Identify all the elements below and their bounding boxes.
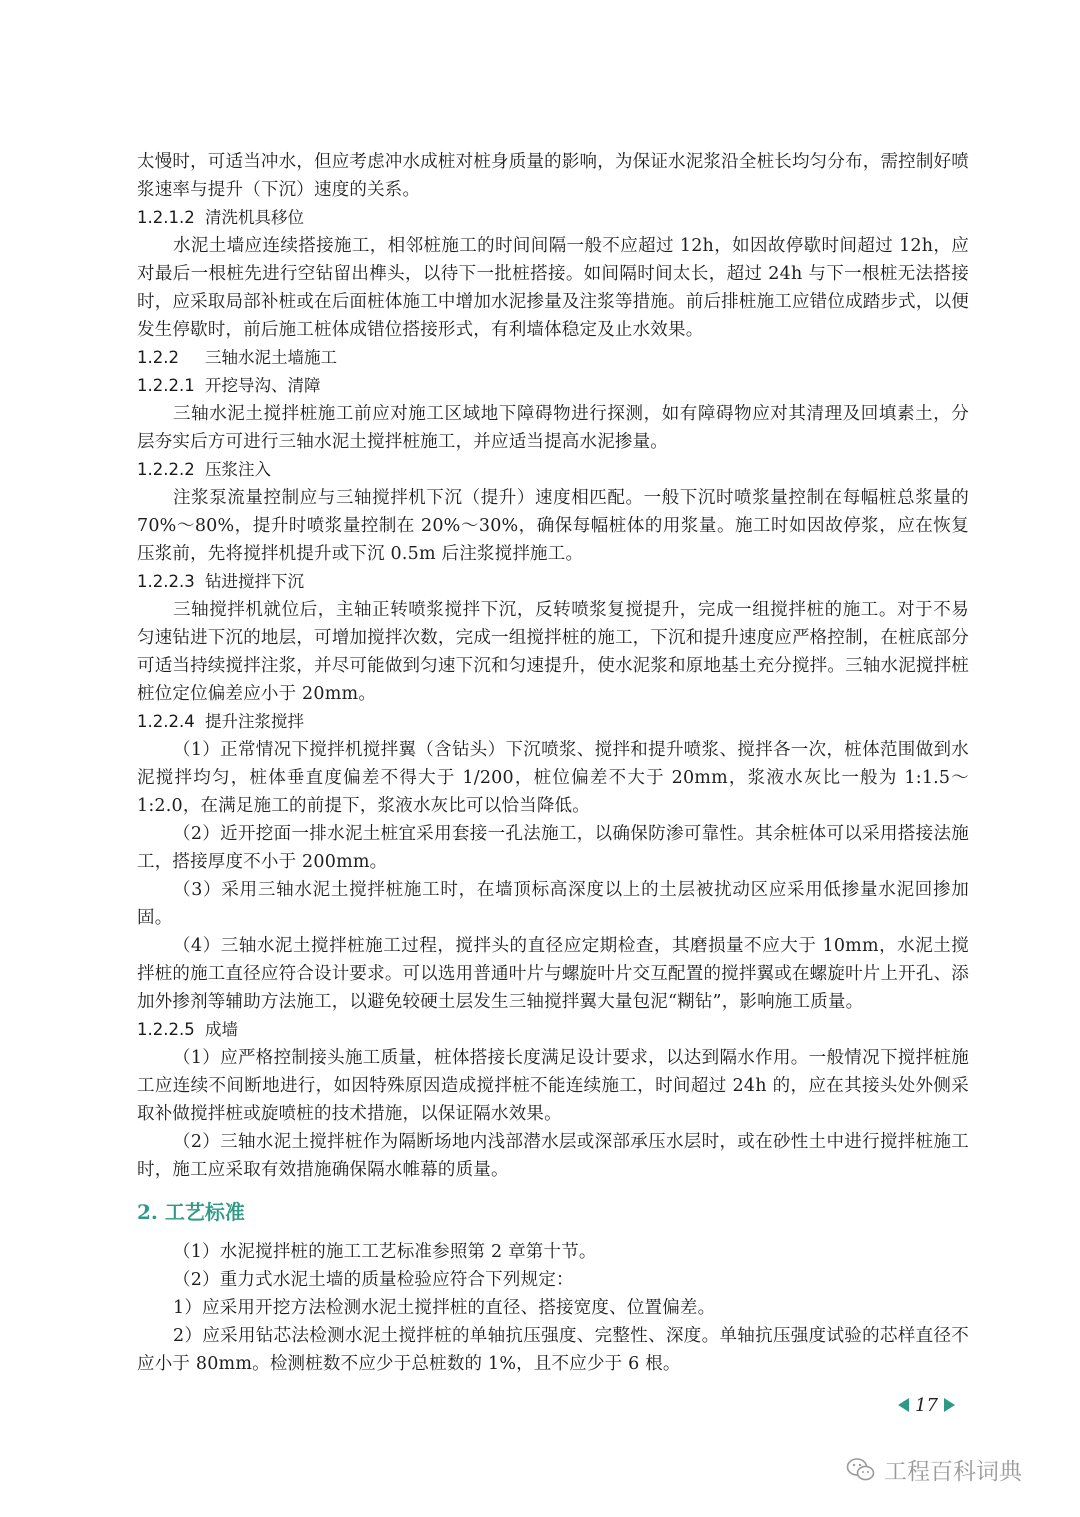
section-number: 1.2.2 <box>137 348 179 367</box>
section-heading <box>137 1016 969 1044</box>
watermark-text: 工程百科词典 <box>884 1459 1022 1485</box>
section-heading <box>137 568 969 596</box>
paragraph: 注浆泵流量控制应与三轴搅拌机下沉（提升）速度相匹配。一般下沉时喷浆量控制在每幅桩总浆量的 70%～80%，提升时喷浆量控制在 20%～30%，确保每幅桩体的用浆量。施工时如因故停浆，应在恢复压浆前，先将搅拌机提升或下沉 0.5m 后注浆搅拌施工。 <box>137 488 969 564</box>
paragraph: （3）采用三轴水泥土搅拌桩施工时，在墙顶标高深度以上的土层被扰动区应采用低掺量水泥回掺加固。 <box>137 880 969 928</box>
paragraph: （2）重力式水泥土墙的质量检验应符合下列规定： <box>173 1270 574 1290</box>
next-page-icon[interactable] <box>944 1398 955 1412</box>
section-title: 提升注浆搅拌 <box>205 712 304 731</box>
section-heading <box>137 708 969 736</box>
section-number: 1.2.2.2 <box>137 460 195 479</box>
section-title: 钻进搅拌下沉 <box>205 572 304 591</box>
section-number: 1.2.2.4 <box>137 712 195 731</box>
page-content <box>137 148 969 1378</box>
paragraph: （1）应严格控制接头施工质量，桩体搭接长度满足设计要求，以达到隔水作用。一般情况下搅拌桩施工应连续不间断地进行，如因特殊原因造成搅拌桩不能连续施工，时间超过 24h 的，应在其接头处外侧采取补做搅拌桩或旋喷桩的技术措施，以保证隔水效果。 <box>137 1048 969 1124</box>
watermark <box>846 1453 1022 1486</box>
wechat-icon <box>846 1457 876 1483</box>
section-heading <box>137 204 969 232</box>
section-title: 成墙 <box>205 1020 238 1039</box>
paragraph: 1）应采用开挖方法检测水泥土搅拌桩的直径、搭接宽度、位置偏差。 <box>173 1298 716 1318</box>
section-heading <box>137 456 969 484</box>
section-number: 1.2.2.1 <box>137 376 195 395</box>
section-number: 1.2.2.3 <box>137 572 195 591</box>
section-heading <box>137 372 969 400</box>
section-number: 1.2.2.5 <box>137 1020 195 1039</box>
paragraph: （1）正常情况下搅拌机搅拌翼（含钻头）下沉喷浆、搅拌和提升喷浆、搅拌各一次，桩体范围做到水泥搅拌均匀，桩体垂直度偏差不得大于 1/200，桩位偏差不大于 20mm，浆液水灰比一般为 1:1.5～1:2.0，在满足施工的前提下，浆液水灰比可以恰当降低。 <box>137 740 969 816</box>
paragraph: 2）应采用钻芯法检测水泥土搅拌桩的单轴抗压强度、完整性、深度。单轴抗压强度试验的芯样直径不应小于 80mm。检测桩数不应少于总桩数的 1%，且不应少于 6 根。 <box>137 1326 969 1374</box>
page-number: 17 <box>915 1394 938 1416</box>
paragraph: 水泥土墙应连续搭接施工，相邻桩施工的时间间隔一般不应超过 12h，如因故停歇时间超过 12h，应对最后一根桩先进行空钻留出榫头，以待下一批桩搭接。如间隔时间太长，超过 24h 与下一根桩无法搭接时，应采取局部补桩或在后面桩体施工中增加水泥掺量及注浆等措施。前后排桩施工应错位成踏步式，以便发生停歇时，前后施工桩体成错位搭接形式，有利墙体稳定及止水效果。 <box>137 236 969 340</box>
section-number: 1.2.1.2 <box>137 208 195 227</box>
section-heading <box>137 344 969 372</box>
section-title: 压浆注入 <box>205 460 271 479</box>
paragraph: （2）近开挖面一排水泥土桩宜采用套接一孔法施工，以确保防渗可靠性。其余桩体可以采用搭接法施工，搭接厚度不小于 200mm。 <box>137 824 969 872</box>
section-title: 开挖导沟、清障 <box>205 376 321 395</box>
paragraph: 三轴水泥土搅拌桩施工前应对施工区域地下障碍物进行探测，如有障碍物应对其清理及回填素土，分层夯实后方可进行三轴水泥土搅拌桩施工，并应适当提高水泥掺量。 <box>137 404 969 452</box>
section-title: 三轴水泥土墙施工 <box>205 348 337 367</box>
chapter-title: 2. 工艺标准 <box>137 1200 245 1224</box>
paragraph: （1）水泥搅拌桩的施工工艺标准参照第 2 章第十节。 <box>173 1242 597 1262</box>
section-title: 清洗机具移位 <box>205 208 304 227</box>
paragraph: （2）三轴水泥土搅拌桩作为隔断场地内浅部潜水层或深部承压水层时，或在砂性土中进行搅拌桩施工时，施工应采取有效措施确保隔水帷幕的质量。 <box>137 1132 969 1180</box>
prev-page-icon[interactable] <box>898 1398 909 1412</box>
paragraph: （4）三轴水泥土搅拌桩施工过程，搅拌头的直径应定期检查，其磨损量不应大于 10mm，水泥土搅拌桩的施工直径应符合设计要求。可以选用普通叶片与螺旋叶片交互配置的搅拌翼或在螺旋叶片上开孔、添加外掺剂等辅助方法施工，以避免较硬土层发生三轴搅拌翼大量包泥“糊钻”，影响施工质量。 <box>137 936 969 1012</box>
paragraph: 太慢时，可适当冲水，但应考虑冲水成桩对桩身质量的影响，为保证水泥浆沿全桩长均匀分布，需控制好喷浆速率与提升（下沉）速度的关系。 <box>137 152 969 200</box>
page-navigator <box>898 1393 955 1417</box>
paragraph: 三轴搅拌机就位后，主轴正转喷浆搅拌下沉，反转喷浆复搅提升，完成一组搅拌桩的施工。对于不易匀速钻进下沉的地层，可增加搅拌次数，完成一组搅拌桩的施工，下沉和提升速度应严格控制，在桩底部分可适当持续搅拌注浆，并尽可能做到匀速下沉和匀速提升，使水泥浆和原地基土充分搅拌。三轴水泥搅拌桩桩位定位偏差应小于 20mm。 <box>137 600 969 704</box>
